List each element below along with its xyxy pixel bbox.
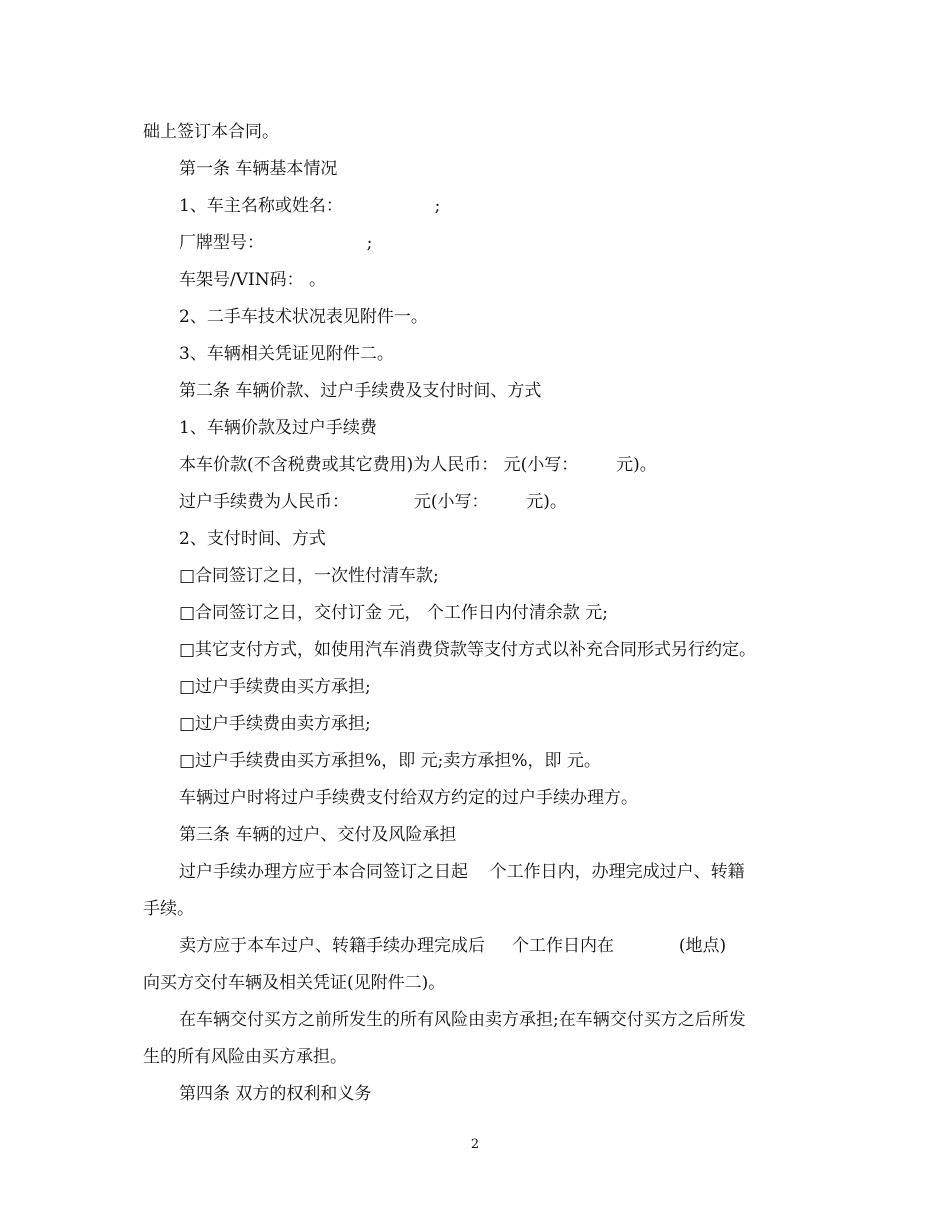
- checkbox-option-line: □过户手续费由卖方承担;: [179, 714, 371, 734]
- checkbox-option-line: □过户手续费由买方承担;: [179, 677, 371, 697]
- text-line: 车架号/VIN码： 。: [179, 270, 326, 290]
- checkbox-option-line: □过户手续费由买方承担%，即 元;卖方承担%，即 元。: [179, 751, 601, 771]
- text-line: 过户手续费为人民币： 元(小写： 元)。: [179, 492, 567, 512]
- text-line: 车辆过户时将过户手续费支付给双方约定的过户手续办理方。: [179, 788, 638, 808]
- document-body: [143, 114, 813, 1113]
- text-line: 本车价款(不含税费或其它费用)为人民币： 元(小写： 元)。: [179, 455, 657, 475]
- text-line: 过户手续办理方应于本合同签订之日起 个工作日内，办理完成过户、转籍: [179, 862, 745, 882]
- text-line: 2、二手车技术状况表见附件一。: [179, 307, 428, 327]
- section-heading: 第四条 双方的权利和义务: [179, 1084, 372, 1104]
- page-number: 2: [470, 1137, 480, 1152]
- checkbox-option-line: □合同签订之日，一次性付清车款;: [179, 566, 439, 586]
- text-line: 手续。: [143, 899, 194, 919]
- text-line: 础上签订本合同。: [143, 122, 279, 142]
- text-line: 1、车主名称或姓名： ;: [179, 196, 441, 216]
- section-heading: 第三条 车辆的过户、交付及风险承担: [179, 825, 457, 845]
- text-line: 2、支付时间、方式: [179, 529, 326, 549]
- text-line: 生的所有风险由买方承担。: [143, 1047, 347, 1067]
- text-line: 厂牌型号： ;: [179, 233, 373, 253]
- text-line: 1、车辆价款及过户手续费: [179, 418, 377, 438]
- text-line: 3、车辆相关凭证见附件二。: [179, 344, 394, 364]
- checkbox-option-line: □合同签订之日，交付订金 元， 个工作日内付清余款 元;: [179, 603, 608, 623]
- text-line: 卖方应于本车过户、转籍手续办理完成后 个工作日内在 (地点): [179, 936, 727, 956]
- section-heading: 第二条 车辆价款、过户手续费及支付时间、方式: [179, 381, 542, 401]
- text-line: 在车辆交付买方之前所发生的所有风险由卖方承担;在车辆交付买方之后所发: [179, 1010, 746, 1030]
- checkbox-option-line: □其它支付方式，如使用汽车消费贷款等支付方式以补充合同形式另行约定。: [179, 640, 757, 660]
- text-line: 向买方交付车辆及相关凭证(见附件二)。: [143, 973, 446, 993]
- section-heading: 第一条 车辆基本情况: [179, 159, 338, 179]
